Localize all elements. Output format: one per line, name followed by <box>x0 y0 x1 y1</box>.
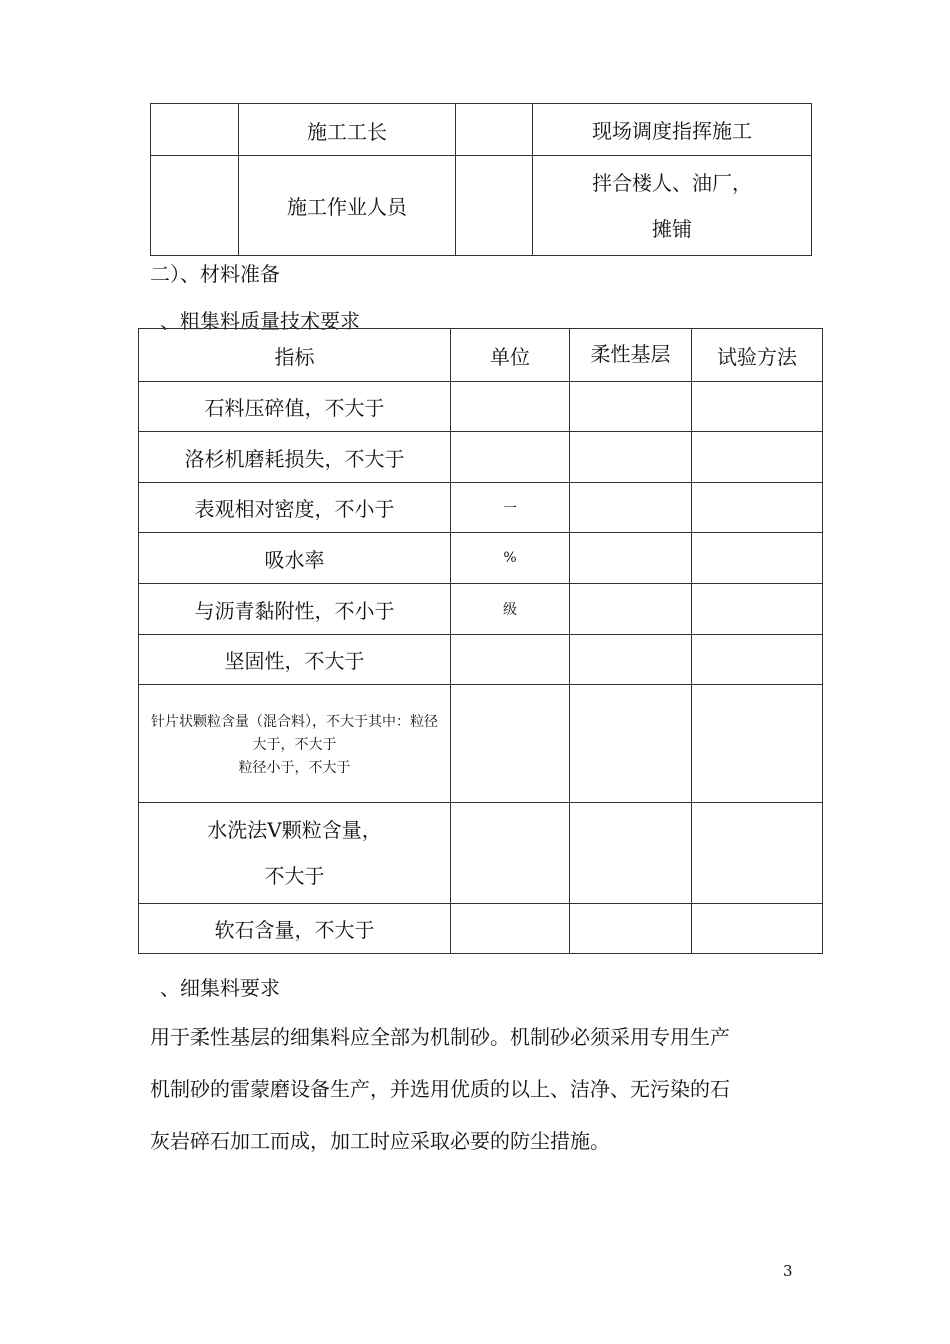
duty-line: 摊铺 <box>652 216 692 241</box>
method-cell <box>692 904 823 954</box>
role-cell: 施工工长 <box>239 104 456 156</box>
unit-cell <box>451 803 570 904</box>
header-indicator: 指标 <box>139 329 451 382</box>
section-heading-material: 二）、材料准备 <box>150 262 280 286</box>
indicator-cell: 坚固性，不大于 <box>139 635 451 685</box>
indicator-cell: 软石含量，不大于 <box>139 904 451 954</box>
table-row <box>139 533 823 584</box>
staff-table <box>150 103 812 256</box>
indicator-cell: 与沥青黏附性，不小于 <box>139 584 451 635</box>
table-row <box>139 432 823 483</box>
value-cell <box>570 904 692 954</box>
page-number: 3 <box>783 1262 793 1280</box>
indicator-cell: 洛杉机磨耗损失，不大于 <box>139 432 451 483</box>
unit-cell <box>451 635 570 685</box>
role-cell: 施工作业人员 <box>239 156 456 256</box>
table-row <box>139 635 823 685</box>
table-row <box>139 584 823 635</box>
table-row <box>139 483 823 533</box>
header-unit: 单位 <box>451 329 570 382</box>
table-row <box>151 156 812 256</box>
indicator-cell <box>139 803 451 904</box>
table-cell <box>151 156 239 256</box>
method-cell <box>692 432 823 483</box>
table-cell <box>151 104 239 156</box>
method-cell <box>692 483 823 533</box>
unit-cell <box>451 432 570 483</box>
value-cell <box>570 685 692 803</box>
unit-cell: 一 <box>451 483 570 533</box>
unit-cell <box>451 904 570 954</box>
indicator-line: 不大于 <box>264 864 325 888</box>
paragraph-line: 用于柔性基层的细集料应全部为机制砂。机制砂必须采用专用生产 <box>150 1025 730 1049</box>
method-cell <box>692 685 823 803</box>
table-cell <box>456 156 533 256</box>
table-row <box>139 382 823 432</box>
method-cell <box>692 382 823 432</box>
indicator-cell: 吸水率 <box>139 533 451 584</box>
unit-cell: % <box>451 533 570 584</box>
fine-aggregate-paragraph <box>150 1011 830 1167</box>
value-cell <box>570 432 692 483</box>
method-cell <box>692 635 823 685</box>
table-header-row <box>139 329 823 382</box>
value-cell <box>570 635 692 685</box>
duty-line: 拌合楼人、油厂， <box>592 170 752 195</box>
unit-cell <box>451 382 570 432</box>
unit-cell: 级 <box>451 584 570 635</box>
method-cell <box>692 533 823 584</box>
table-row <box>151 104 812 156</box>
table-cell <box>456 104 533 156</box>
coarse-aggregate-heading: 、粗集料质量技术要求 <box>160 309 360 333</box>
table-row <box>139 904 823 954</box>
header-flexible-base-label: 柔性基层 <box>590 342 671 366</box>
indicator-cell <box>139 685 451 803</box>
duty-cell: 现场调度指挥施工 <box>533 104 812 156</box>
method-cell <box>692 584 823 635</box>
unit-cell <box>451 685 570 803</box>
duty-cell <box>533 156 812 256</box>
paragraph-line: 灰岩碎石加工而成，加工时应采取必要的防尘措施。 <box>150 1129 610 1153</box>
value-cell <box>570 584 692 635</box>
value-cell <box>570 533 692 584</box>
method-cell <box>692 803 823 904</box>
indicator-line: 水洗法Ⅴ颗粒含量， <box>207 818 382 842</box>
header-test-method: 试验方法 <box>692 329 823 382</box>
table-row <box>139 685 823 803</box>
value-cell <box>570 803 692 904</box>
indicator-line: 粒径小于，不大于 <box>238 760 351 776</box>
coarse-aggregate-table <box>138 328 823 954</box>
value-cell <box>570 483 692 533</box>
fine-aggregate-heading: 、细集料要求 <box>160 976 280 1000</box>
value-cell <box>570 382 692 432</box>
indicator-line: 针片状颗粒含量（混合料），不大于其中：粒径大于，不大于 <box>151 714 438 753</box>
indicator-cell: 石料压碎值，不大于 <box>139 382 451 432</box>
indicator-cell: 表观相对密度，不小于 <box>139 483 451 533</box>
header-flexible-base <box>570 329 692 382</box>
paragraph-line: 机制砂的雷蒙磨设备生产，并选用优质的以上、洁净、无污染的石 <box>150 1077 730 1101</box>
table-row <box>139 803 823 904</box>
